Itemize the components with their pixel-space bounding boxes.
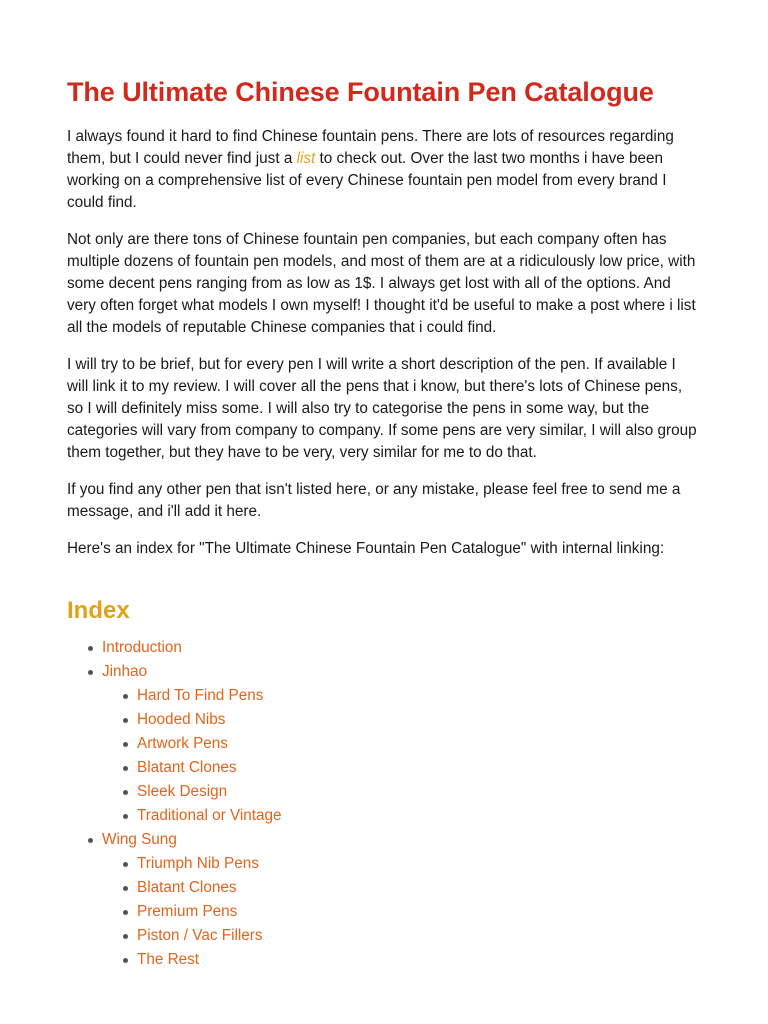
toc-subitem [137, 900, 698, 924]
toc-link-wing-sung-blatant-clones[interactable]: Blatant Clones [137, 879, 237, 896]
paragraph-text: to check out. Over the last two months i have been working on a comprehensive list of every Chinese fountain pen model from every brand I could find. [67, 150, 667, 211]
toc-subitem [137, 924, 698, 948]
toc-link-premium-pens[interactable]: Premium Pens [137, 903, 238, 920]
toc-subitem [137, 756, 698, 780]
intro-paragraph-5: Here's an index for "The Ultimate Chinese Fountain Pen Catalogue" with internal linking: [67, 540, 665, 557]
toc-link-wing-sung[interactable]: Wing Sung [102, 831, 177, 848]
intro-paragraph-2: Not only are there tons of Chinese fountain pen companies, but each company often has multiple dozens of fountain pen models, and most of them are at a ridiculously low price, with some decent pens ranging from as low as 1$. I always get lost with all of the options. And very often forget what models I own myself! I thought it'd be useful to make a post where i list all the models of reputable Chinese companies that i could find. [67, 231, 696, 336]
toc-link-artwork-pens[interactable]: Artwork Pens [137, 735, 228, 752]
toc-item-wing-sung [102, 828, 698, 972]
toc-link-traditional-or-vintage[interactable]: Traditional or Vintage [137, 807, 282, 824]
toc-subitem [137, 732, 698, 756]
toc-link-piston-vac-fillers[interactable]: Piston / Vac Fillers [137, 927, 263, 944]
table-of-contents [67, 636, 698, 972]
index-heading: Index [67, 597, 130, 624]
toc-link-the-rest[interactable]: The Rest [137, 951, 200, 968]
toc-link-introduction[interactable]: Introduction [102, 639, 182, 656]
toc-subitem [137, 804, 698, 828]
toc-subitem [137, 708, 698, 732]
list-link[interactable]: list [296, 150, 316, 167]
toc-item-jinhao [102, 660, 698, 828]
toc-link-sleek-design[interactable]: Sleek Design [137, 783, 228, 800]
toc-sublist-jinhao [102, 684, 698, 828]
toc-subitem [137, 876, 698, 900]
toc-item-introduction [102, 636, 698, 660]
toc-link-jinhao[interactable]: Jinhao [102, 663, 148, 680]
intro-paragraph-3: I will try to be brief, but for every pen I will write a short description of the pen. If available I will link it to my review. I will cover all the pens that i know, but there's lots of Chinese pens, so I will definitely miss some. I will also try to categorise the pens in some way, but the categories will vary from company to company. If some pens are very similar, I will also group them together, but they have to be very, very similar for me to do that. [67, 356, 697, 461]
toc-subitem [137, 948, 698, 972]
intro-paragraph-1 [67, 126, 698, 214]
toc-link-triumph-nib-pens[interactable]: Triumph Nib Pens [137, 855, 259, 872]
intro-paragraph-4: If you find any other pen that isn't listed here, or any mistake, please feel free to send me a message, and i'll add it here. [67, 481, 681, 520]
toc-link-hard-to-find-pens[interactable]: Hard To Find Pens [137, 687, 264, 704]
toc-sublist-wing-sung [102, 852, 698, 972]
toc-link-jinhao-blatant-clones[interactable]: Blatant Clones [137, 759, 237, 776]
paragraph-text: I always found it hard to find Chinese fountain pens. There are lots of resources regarding them, but I could never find just a [67, 128, 674, 167]
page-title: The Ultimate Chinese Fountain Pen Catalogue [67, 77, 654, 107]
toc-subitem [137, 684, 698, 708]
toc-subitem [137, 852, 698, 876]
toc-link-hooded-nibs[interactable]: Hooded Nibs [137, 711, 226, 728]
toc-subitem [137, 780, 698, 804]
